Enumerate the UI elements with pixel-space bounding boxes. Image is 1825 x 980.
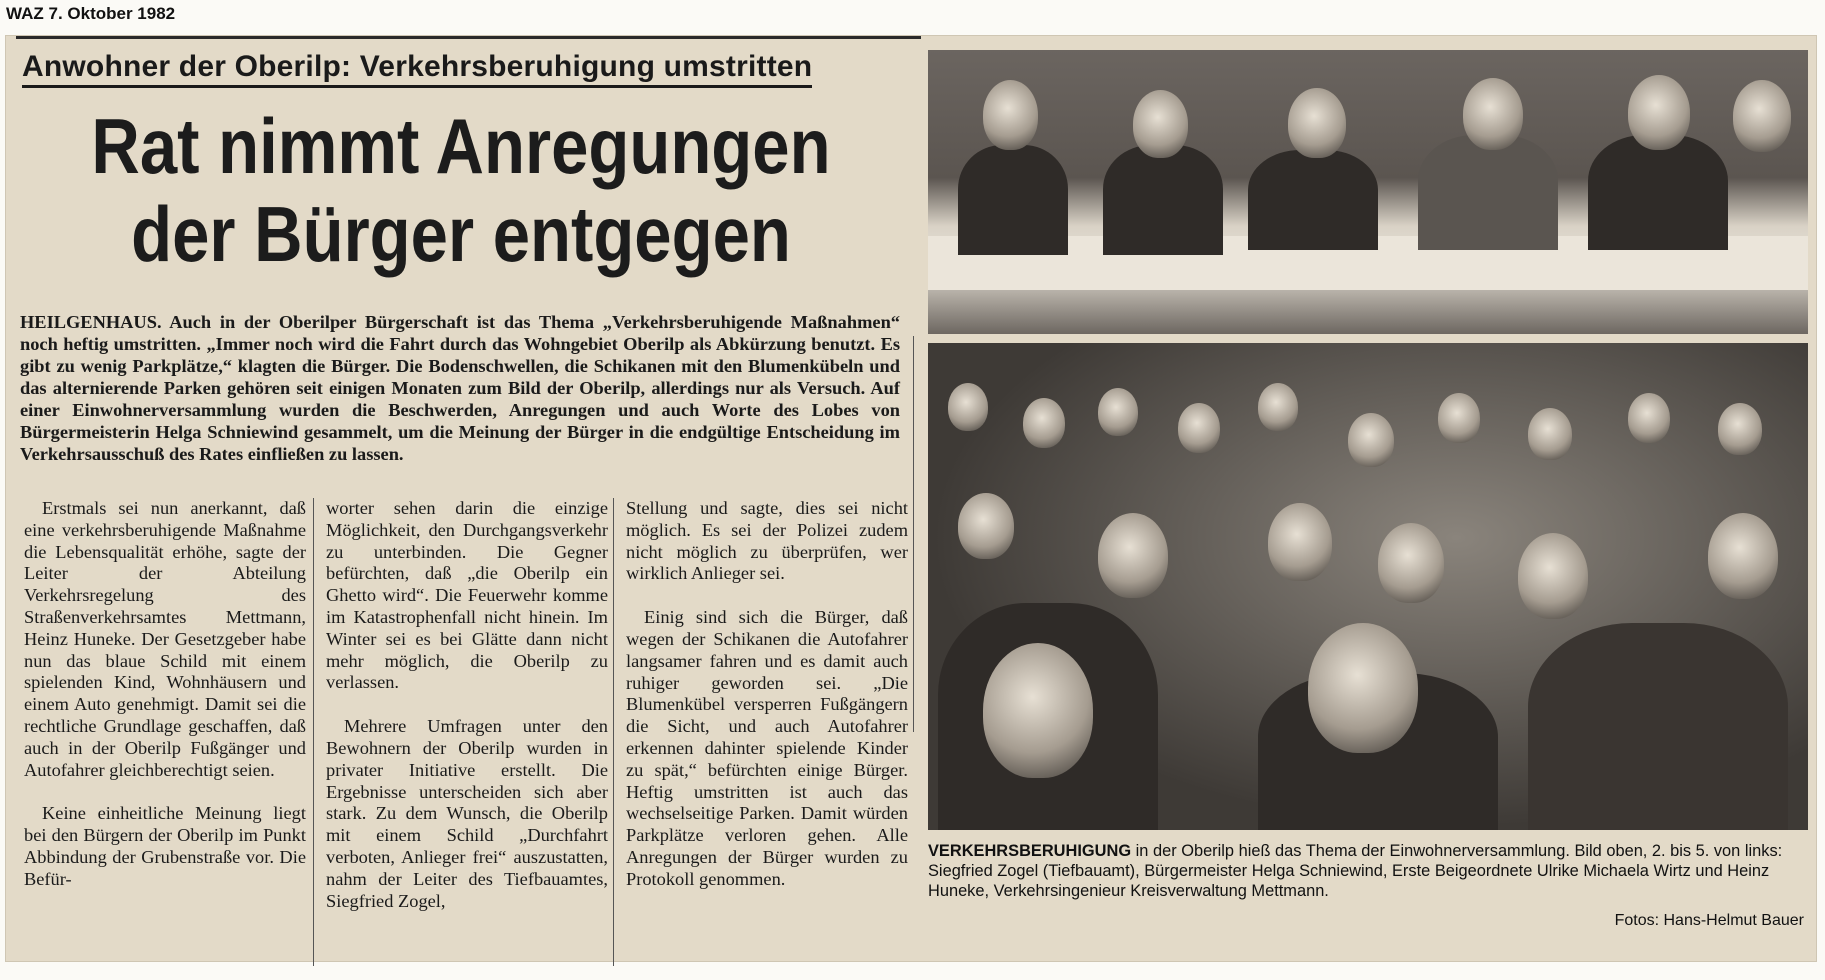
photo-figure	[1023, 398, 1065, 448]
photo-figure	[948, 383, 988, 431]
photo-figure	[1248, 150, 1378, 250]
headline-line-1: Rat nimmt Anregungen	[91, 102, 831, 190]
column-divider	[613, 498, 614, 966]
photo-figure	[1178, 403, 1220, 453]
newspaper-clipping	[6, 36, 1816, 961]
photo-figure	[1103, 145, 1223, 255]
photo-figure	[958, 145, 1068, 255]
caption-lead: VERKEHRSBERUHIGUNG	[928, 842, 1132, 860]
photo-figure	[983, 643, 1093, 778]
photo-figure	[1308, 623, 1418, 753]
paragraph: worter sehen darin die einzige Möglichkeit, den Durchgangsverkehr zu unterbinden. Die Gegner befürchten, daß „die Oberilp ein Ghetto wird“. Die Feuerwehr komme im Katastrophenfall nicht hinein. Im Winter sei es bei Glätte dann nicht mehr möglich, die Oberilp zu verlassen.	[326, 498, 608, 693]
photo-credit: Fotos: Hans-Helmut Bauer	[1614, 912, 1804, 929]
photo-figure	[1733, 80, 1791, 152]
source-label: WAZ 7. Oktober 1982	[6, 4, 176, 23]
article-column-1	[24, 498, 306, 891]
photo-figure	[983, 80, 1038, 150]
headline-line-2: der Bürger entgegen	[131, 190, 791, 278]
column-divider	[313, 498, 314, 966]
photo-figure	[1628, 393, 1670, 443]
photo-figure	[1528, 623, 1788, 830]
photo-figure	[1438, 393, 1480, 443]
paragraph: Mehrere Umfragen unter den Bewohnern der Oberilp wurden in privater Initiative erstellt. Die Ergebnisse unterscheiden sich aber stark. Zu dem Wunsch, die Oberilp mit einem Schild „Durchfahrt verboten, Anlieger frei“ auszustatten, nahm der Leiter des Tiefbauamtes, Siegfried Zogel,	[326, 716, 608, 911]
photo-figure	[1098, 388, 1138, 436]
paragraph: Keine einheitliche Meinung liegt bei den Bürgern der Oberilp im Punkt Abbindung der Grubenstraße vor. Die Befür-	[24, 803, 306, 889]
photo-figure	[1268, 503, 1332, 581]
headline	[70, 102, 853, 278]
photo-caption	[928, 841, 1808, 901]
caption-text: in der Oberilp hieß das Thema der Einwohnerversammlung. Bild oben, 2. bis 5. von links: Siegfried Zogel (Tiefbauamt), Bürgermeister Helga Schniewind, Erste Beigeordnete Ulrike Michaela Wirtz und Heinz Huneke, Verkehrsingenieur Kreisverwaltung Mettmann.	[928, 842, 1783, 900]
column-divider	[913, 336, 914, 732]
photo-figure	[1518, 533, 1588, 619]
photo-figure	[1463, 78, 1523, 150]
photo-figure	[1628, 75, 1690, 150]
photo-figure	[1348, 413, 1394, 467]
photo-audience	[928, 343, 1808, 830]
photo-figure	[958, 493, 1014, 559]
photo-figure	[1288, 88, 1346, 158]
paragraph: Stellung und sagte, dies sei nicht möglich. Es sei der Polizei zudem nicht möglich zu überprüfen, wer wirklich Anlieger sei.	[626, 498, 908, 584]
photo-figure	[1588, 135, 1728, 250]
article-column-3	[626, 498, 908, 891]
lead-paragraph: HEILGENHAUS. Auch in der Oberilper Bürgerschaft ist das Thema „Verkehrsberuhigende Maßnahmen“ noch heftig umstritten. „Immer noch wird die Fahrt durch das Wohngebiet Oberilp als Abkürzung benutzt. Es gibt zu wenig Parkplätze,“ klagten die Bürger. Die Bodenschwellen, die Schikanen mit den Blumenkübeln und das alternierende Parken gehören seit einigen Monaten zum Bild der Oberilp, allerdings nur als Versuch. Auf einer Einwohnerversammlung wurden die Beschwerden, Anregungen und auch Worte des Lobes von Bürgermeisterin Helga Schniewind gesammelt, um die Meinung der Bürger in die endgültige Entscheidung im Verkehrsausschuß des Rates einfließen zu lassen.	[20, 312, 900, 464]
photo-figure	[1718, 403, 1762, 455]
photo-figure	[1528, 408, 1572, 460]
kicker: Anwohner der Oberilp: Verkehrsberuhigung umstritten	[22, 50, 812, 88]
photo-figure	[1708, 513, 1778, 599]
photo-figure	[1133, 90, 1188, 158]
photo-figure	[1418, 135, 1558, 250]
top-rule	[16, 36, 921, 39]
photo-figure	[1098, 513, 1168, 598]
article-column-2	[326, 498, 608, 912]
paragraph: Erstmals sei nun anerkannt, daß eine verkehrsberuhigende Maßnahme die Lebensqualität erhöhe, sagte der Leiter der Abteilung Verkehrsregelung des Straßenverkehrsamtes Mettmann, Heinz Huneke. Der Gesetzgeber habe nun das blaue Schild mit einem spielenden Kind, Wohnhäusern und einem Auto genehmigt. Damit sei die rechtliche Grundlage geschaffen, daß auch in der Oberilp Fußgänger und Autofahrer gleichberechtigt seien.	[24, 498, 306, 780]
paragraph: Einig sind sich die Bürger, daß wegen der Schikanen die Autofahrer langsamer fahren und es damit auch ruhiger geworden sei. „Die Blumenkübel versperren Fußgängern die Sicht, und auch Autofahrer erkennen dahinter spielende Kinder zu spät,“ befürchten einige Bürger. Heftig umstritten ist auch das wechselseitige Parken. Damit würden Parkplätze verloren gehen. Alle Anregungen der Bürger wurden zu Protokoll genommen.	[626, 607, 908, 889]
photo-panel-table	[928, 50, 1808, 334]
photo-figure	[1378, 523, 1444, 603]
photo-figure	[1258, 383, 1298, 431]
